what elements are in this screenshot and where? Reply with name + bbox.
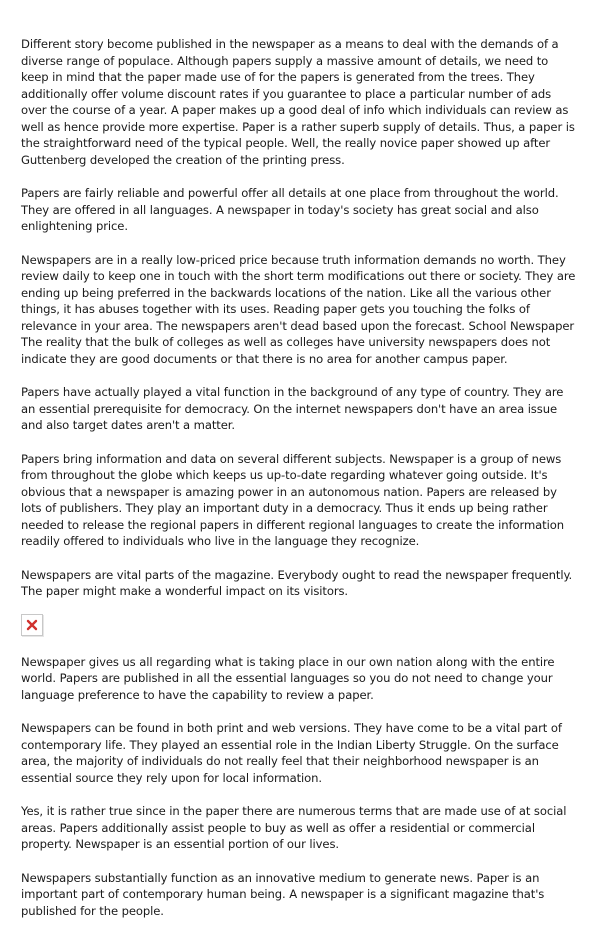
broken-image-icon	[21, 614, 43, 636]
paragraph: Newspapers substantially function as an innovative medium to generate news. Paper is an important part of contemporary human being. A newspaper is a significant magazine that's published for the people.	[21, 870, 545, 918]
paragraph: Newspapers are in a really low-priced price because truth information demands no worth. They review daily to keep one in touch with the short term modifications out there or society. They are ending up being preferred in the backwards locations of the nation. Like all the various other things, it has abuses together with its uses. Reading paper gets you touching the folks of relevance in your area. The newspapers aren't dead based upon the forecast. School Newspaper The reality that the bulk of colleges as well as colleges have university newspapers does not indicate they are good documents or that there is no area for another campus paper.	[21, 252, 576, 366]
paragraph: Newspaper gives us all regarding what is taking place in our own nation along with the entire world. Papers are published in all the essential languages so you do not need to change your language preference to have the capability to review a paper.	[21, 654, 555, 702]
paragraph: Yes, it is rather true since in the paper there are numerous terms that are made use of at social areas. Papers additionally assist people to buy as well as offer a residential or commercial property. Newspaper is an essential portion of our lives.	[21, 804, 567, 851]
paragraph: Newspapers are vital parts of the magazine. Everybody ought to read the newspaper frequently. The paper might make a wonderful impact on its visitors.	[21, 567, 573, 598]
paragraph: Papers are fairly reliable and powerful offer all details at one place from throughout the world. They are offered in all languages. A newspaper in today's society has great social and also enlightening price.	[21, 186, 559, 233]
article-body	[21, 36, 579, 936]
paragraph: Newspapers can be found in both print and web versions. They have come to be a vital part of contemporary life. They played an essential role in the Indian Liberty Struggle. On the surface area, the majority of individuals do not really feel that their neighborhood newspaper is an essential source they rely upon for local information.	[21, 721, 562, 785]
paragraph: Papers bring information and data on several different subjects. Newspaper is a group of news from throughout the globe which keeps us up-to-date regarding whatever going outside. It's obvious that a newspaper is amazing power in an autonomous nation. Papers are released by lots of publishers. They play an important duty in a democracy. Thus it ends up being rather needed to release the regional papers in different regional languages to create the information readily offered to individuals who live in the language they recognize.	[21, 451, 564, 548]
paragraph: Different story become published in the newspaper as a means to deal with the demands of a diverse range of populace. Although papers supply a massive amount of details, we need to keep in mind that the paper made use of for the papers is generated from the trees. They additionally offer volume discount rates if you guarantee to place a particular number of ads over the course of a year. A paper makes up a good deal of info which individuals can review as well as hence provide more expertise. Paper is a rather superb supply of details. Thus, a paper is the straightforward need of the typical people. Well, the really novice paper showed up after Guttenberg developed the creation of the printing press.	[21, 37, 575, 167]
paragraph: Papers have actually played a vital function in the background of any type of country. They are an essential prerequisite for democracy. On the internet newspapers don't have an area issue and also target dates aren't a matter.	[21, 385, 564, 432]
